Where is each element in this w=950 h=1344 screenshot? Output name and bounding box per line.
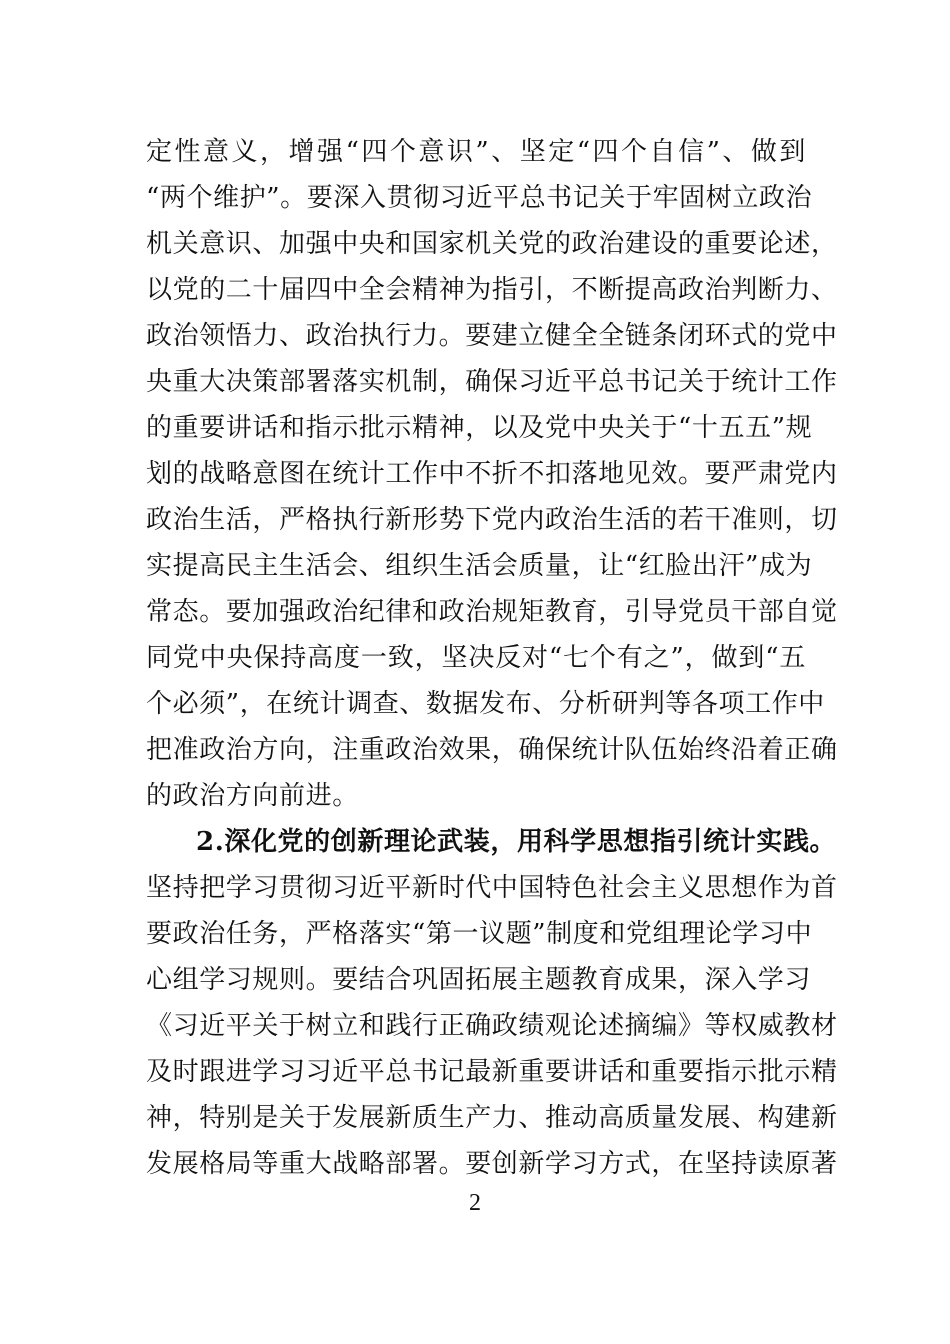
paragraph-line: 划的战略意图在统计工作中不折不扣落地见效。要严肃党内: [146, 459, 838, 489]
paragraph-line: 机关意识、加强中央和国家机关党的政治建设的重要论述，: [146, 229, 838, 259]
paragraph-line: 个必须”，在统计调查、数据发布、分析研判等各项工作中: [146, 689, 825, 719]
paragraph-line: 定性意义，增强“四个意识”、坚定“四个自信”、做到: [146, 137, 806, 167]
paragraph-line: 的政治方向前进。: [146, 781, 359, 811]
paragraph-line: 把准政治方向，注重政治效果，确保统计队伍始终沿着正确: [146, 735, 838, 765]
paragraph-line: 心组学习规则。要结合巩固拓展主题教育成果，深入学习: [146, 965, 812, 995]
paragraph-line: 政治领悟力、政治执行力。要建立健全全链条闭环式的党中: [146, 321, 838, 351]
paragraph-line: “两个维护”。要深入贯彻习近平总书记关于牢固树立政治: [146, 183, 813, 213]
section-heading: 2.深化党的创新理论武装，用科学思想指引统计实践。: [196, 827, 837, 857]
paragraph-line: 要政治任务，严格落实“第一议题”制度和党组理论学习中: [146, 919, 813, 949]
paragraph-line: 以党的二十届四中全会精神为指引，不断提高政治判断力、: [146, 275, 838, 305]
paragraph-line: 及时跟进学习习近平总书记最新重要讲话和重要指示批示精: [146, 1057, 838, 1087]
paragraph-line: 同党中央保持高度一致，坚决反对“七个有之”，做到“五: [146, 643, 806, 673]
paragraph-line: 常态。要加强政治纪律和政治规矩教育，引导党员干部自觉: [146, 597, 838, 627]
paragraph-line: 发展格局等重大战略部署。要创新学习方式，在坚持读原著: [146, 1149, 838, 1179]
paragraph-line: 央重大决策部署落实机制，确保习近平总书记关于统计工作: [146, 367, 838, 397]
paragraph-line: 政治生活，严格执行新形势下党内政治生活的若干准则，切: [146, 505, 838, 535]
paragraph-line: 坚持把学习贯彻习近平新时代中国特色社会主义思想作为首: [146, 873, 838, 903]
paragraph-line: 神，特别是关于发展新质生产力、推动高质量发展、构建新: [146, 1103, 838, 1133]
paragraph-line: 《习近平关于树立和践行正确政绩观论述摘编》等权威教材: [146, 1011, 838, 1041]
paragraph-line: 的重要讲话和指示批示精神，以及党中央关于“十五五”规: [146, 413, 813, 443]
page-number: 2: [469, 1190, 481, 1216]
paragraph-line: 实提高民主生活会、组织生活会质量，让“红脸出汗”成为: [146, 551, 813, 581]
